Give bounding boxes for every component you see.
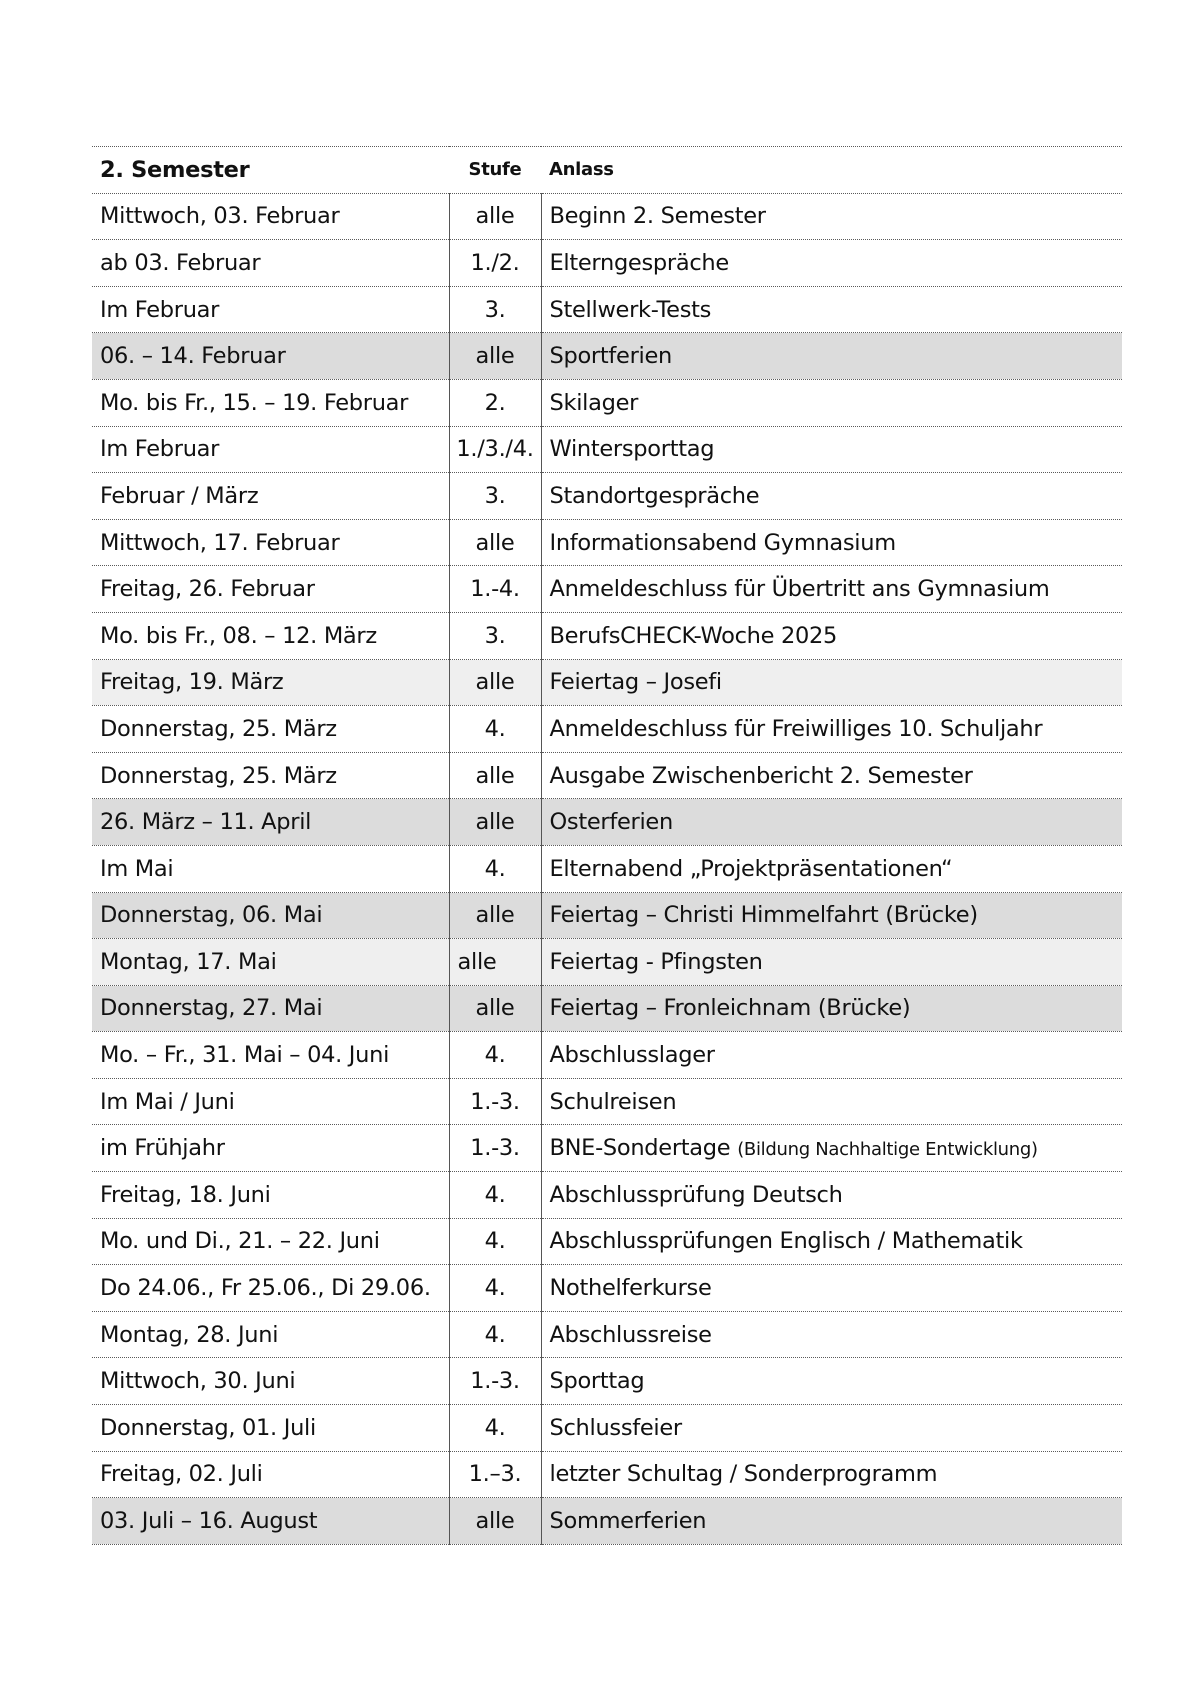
cell-datum: Februar / März — [92, 473, 449, 520]
table-row — [92, 379, 1122, 426]
table-row — [92, 519, 1122, 566]
table-row — [92, 286, 1122, 333]
anlass-text: Elterngespräche — [549, 249, 729, 276]
cell-anlass — [541, 1498, 1122, 1545]
cell-anlass — [541, 240, 1122, 287]
cell-stufe: alle — [449, 892, 541, 939]
cell-datum: Mittwoch, 03. Februar — [92, 193, 449, 240]
cell-stufe: 4. — [449, 845, 541, 892]
cell-stufe: 3. — [449, 473, 541, 520]
cell-stufe: 3. — [449, 286, 541, 333]
cell-anlass — [541, 612, 1122, 659]
anlass-text: Anmeldeschluss für Übertritt ans Gymnasium — [549, 576, 1050, 603]
table-row — [92, 985, 1122, 1032]
cell-anlass — [541, 1125, 1122, 1172]
header-anlass: Anlass — [541, 147, 1122, 194]
anlass-text: Stellwerk-Tests — [549, 296, 712, 323]
table-row — [92, 426, 1122, 473]
anlass-text: Feiertag - Pfingsten — [549, 948, 763, 975]
cell-datum: Mo. bis Fr., 15. – 19. Februar — [92, 379, 449, 426]
anlass-text: Feiertag – Christi Himmelfahrt (Brücke) — [549, 902, 978, 929]
anlass-text: Nothelferkurse — [549, 1275, 712, 1302]
cell-anlass — [541, 1078, 1122, 1125]
table-row — [92, 1125, 1122, 1172]
header-semester: 2. Semester — [92, 147, 449, 194]
anlass-text: Schulreisen — [549, 1088, 677, 1115]
table-row — [92, 1265, 1122, 1312]
cell-stufe: 4. — [449, 1172, 541, 1219]
anlass-text: Osterferien — [549, 809, 673, 836]
cell-datum: Mo. und Di., 21. – 22. Juni — [92, 1218, 449, 1265]
table-row — [92, 939, 1122, 986]
anlass-text: Sporttag — [549, 1368, 645, 1395]
cell-datum: Freitag, 18. Juni — [92, 1172, 449, 1219]
cell-stufe: alle — [449, 333, 541, 380]
cell-datum: 26. März – 11. April — [92, 799, 449, 846]
table-header-row — [92, 147, 1122, 194]
cell-anlass — [541, 193, 1122, 240]
cell-anlass — [541, 892, 1122, 939]
cell-stufe: alle — [449, 1498, 541, 1545]
cell-datum: Do 24.06., Fr 25.06., Di 29.06. — [92, 1265, 449, 1312]
table-row — [92, 1078, 1122, 1125]
anlass-text: Beginn 2. Semester — [549, 203, 766, 230]
anlass-text: Abschlussreise — [549, 1321, 712, 1348]
anlass-text: Elternabend „Projektpräsentationen“ — [549, 855, 953, 882]
cell-anlass — [541, 1405, 1122, 1452]
table-row — [92, 240, 1122, 287]
cell-stufe: alle — [449, 659, 541, 706]
cell-datum: Donnerstag, 25. März — [92, 752, 449, 799]
table-row — [92, 1451, 1122, 1498]
cell-stufe: alle — [449, 985, 541, 1032]
cell-stufe: 4. — [449, 1265, 541, 1312]
cell-anlass — [541, 1311, 1122, 1358]
anlass-text: Abschlusslager — [549, 1042, 715, 1069]
cell-anlass — [541, 706, 1122, 753]
cell-datum: ab 03. Februar — [92, 240, 449, 287]
cell-anlass — [541, 566, 1122, 613]
anlass-text: Wintersporttag — [549, 436, 715, 463]
table-row — [92, 1032, 1122, 1079]
anlass-text: Sportferien — [549, 343, 672, 370]
cell-stufe: 1.–3. — [449, 1451, 541, 1498]
cell-stufe: alle — [449, 193, 541, 240]
table-row — [92, 659, 1122, 706]
cell-anlass — [541, 1265, 1122, 1312]
cell-datum: im Frühjahr — [92, 1125, 449, 1172]
cell-anlass — [541, 1451, 1122, 1498]
cell-datum: Im Februar — [92, 426, 449, 473]
cell-anlass — [541, 519, 1122, 566]
cell-anlass — [541, 799, 1122, 846]
cell-anlass — [541, 752, 1122, 799]
cell-stufe: 1.-3. — [449, 1358, 541, 1405]
table-row — [92, 473, 1122, 520]
anlass-text: Feiertag – Josefi — [549, 669, 722, 696]
cell-datum: Im Mai / Juni — [92, 1078, 449, 1125]
cell-stufe: 4. — [449, 706, 541, 753]
cell-anlass — [541, 1032, 1122, 1079]
cell-anlass — [541, 473, 1122, 520]
cell-datum: Donnerstag, 27. Mai — [92, 985, 449, 1032]
table-row — [92, 1172, 1122, 1219]
table-row — [92, 193, 1122, 240]
anlass-text: Skilager — [549, 389, 639, 416]
anlass-text: Abschlussprüfungen Englisch / Mathematik — [549, 1228, 1023, 1255]
table-row — [92, 752, 1122, 799]
cell-stufe: 1.-3. — [449, 1078, 541, 1125]
cell-anlass — [541, 985, 1122, 1032]
table-row — [92, 1405, 1122, 1452]
cell-stufe: 1.-3. — [449, 1125, 541, 1172]
table-row — [92, 612, 1122, 659]
anlass-text: Ausgabe Zwischenbericht 2. Semester — [549, 762, 973, 789]
table-row — [92, 566, 1122, 613]
anlass-note: (Bildung Nachhaltige Entwicklung) — [737, 1139, 1038, 1161]
schedule-body — [92, 193, 1122, 1544]
cell-anlass — [541, 1218, 1122, 1265]
table-row — [92, 1218, 1122, 1265]
cell-datum: 03. Juli – 16. August — [92, 1498, 449, 1545]
cell-stufe: alle — [449, 752, 541, 799]
table-row — [92, 1311, 1122, 1358]
cell-stufe: alle — [449, 519, 541, 566]
cell-datum: Montag, 28. Juni — [92, 1311, 449, 1358]
cell-datum: Donnerstag, 06. Mai — [92, 892, 449, 939]
cell-datum: Mittwoch, 17. Februar — [92, 519, 449, 566]
cell-anlass — [541, 939, 1122, 986]
cell-datum: Montag, 17. Mai — [92, 939, 449, 986]
table-row — [92, 799, 1122, 846]
anlass-text: Sommerferien — [549, 1508, 707, 1535]
anlass-text: Feiertag – Fronleichnam (Brücke) — [549, 995, 911, 1022]
table-row — [92, 845, 1122, 892]
cell-datum: Donnerstag, 01. Juli — [92, 1405, 449, 1452]
cell-datum: Freitag, 02. Juli — [92, 1451, 449, 1498]
table-row — [92, 706, 1122, 753]
anlass-text: Abschlussprüfung Deutsch — [549, 1181, 843, 1208]
cell-anlass — [541, 333, 1122, 380]
cell-stufe: 1./3./4. — [449, 426, 541, 473]
table-row — [92, 1358, 1122, 1405]
cell-stufe: 1./2. — [449, 240, 541, 287]
cell-anlass — [541, 1172, 1122, 1219]
cell-anlass — [541, 426, 1122, 473]
anlass-text: Informationsabend Gymnasium — [549, 529, 896, 556]
header-stufe: Stufe — [449, 147, 541, 194]
cell-stufe: 4. — [449, 1032, 541, 1079]
anlass-text: BerufsCHECK-Woche 2025 — [549, 622, 838, 649]
cell-stufe: 4. — [449, 1218, 541, 1265]
table-row — [92, 333, 1122, 380]
schedule-table — [92, 146, 1122, 1545]
cell-datum: Mo. – Fr., 31. Mai – 04. Juni — [92, 1032, 449, 1079]
cell-stufe: 3. — [449, 612, 541, 659]
cell-anlass — [541, 845, 1122, 892]
anlass-text: Anmeldeschluss für Freiwilliges 10. Schuljahr — [549, 715, 1043, 742]
cell-datum: Mittwoch, 30. Juni — [92, 1358, 449, 1405]
cell-anlass — [541, 286, 1122, 333]
cell-datum: Im Mai — [92, 845, 449, 892]
anlass-text: Standortgespräche — [549, 482, 760, 509]
table-row — [92, 1498, 1122, 1545]
cell-datum: Donnerstag, 25. März — [92, 706, 449, 753]
anlass-text: BNE-Sondertage — [549, 1135, 731, 1162]
cell-anlass — [541, 379, 1122, 426]
cell-datum: 06. – 14. Februar — [92, 333, 449, 380]
cell-stufe: 1.-4. — [449, 566, 541, 613]
cell-anlass — [541, 659, 1122, 706]
cell-datum: Freitag, 26. Februar — [92, 566, 449, 613]
anlass-text: letzter Schultag / Sonderprogramm — [549, 1461, 938, 1488]
table-row — [92, 892, 1122, 939]
anlass-text: Schlussfeier — [549, 1414, 682, 1441]
cell-datum: Freitag, 19. März — [92, 659, 449, 706]
cell-datum: Im Februar — [92, 286, 449, 333]
cell-stufe: alle — [449, 939, 541, 986]
cell-stufe: alle — [449, 799, 541, 846]
cell-anlass — [541, 1358, 1122, 1405]
cell-datum: Mo. bis Fr., 08. – 12. März — [92, 612, 449, 659]
cell-stufe: 2. — [449, 379, 541, 426]
cell-stufe: 4. — [449, 1311, 541, 1358]
cell-stufe: 4. — [449, 1405, 541, 1452]
